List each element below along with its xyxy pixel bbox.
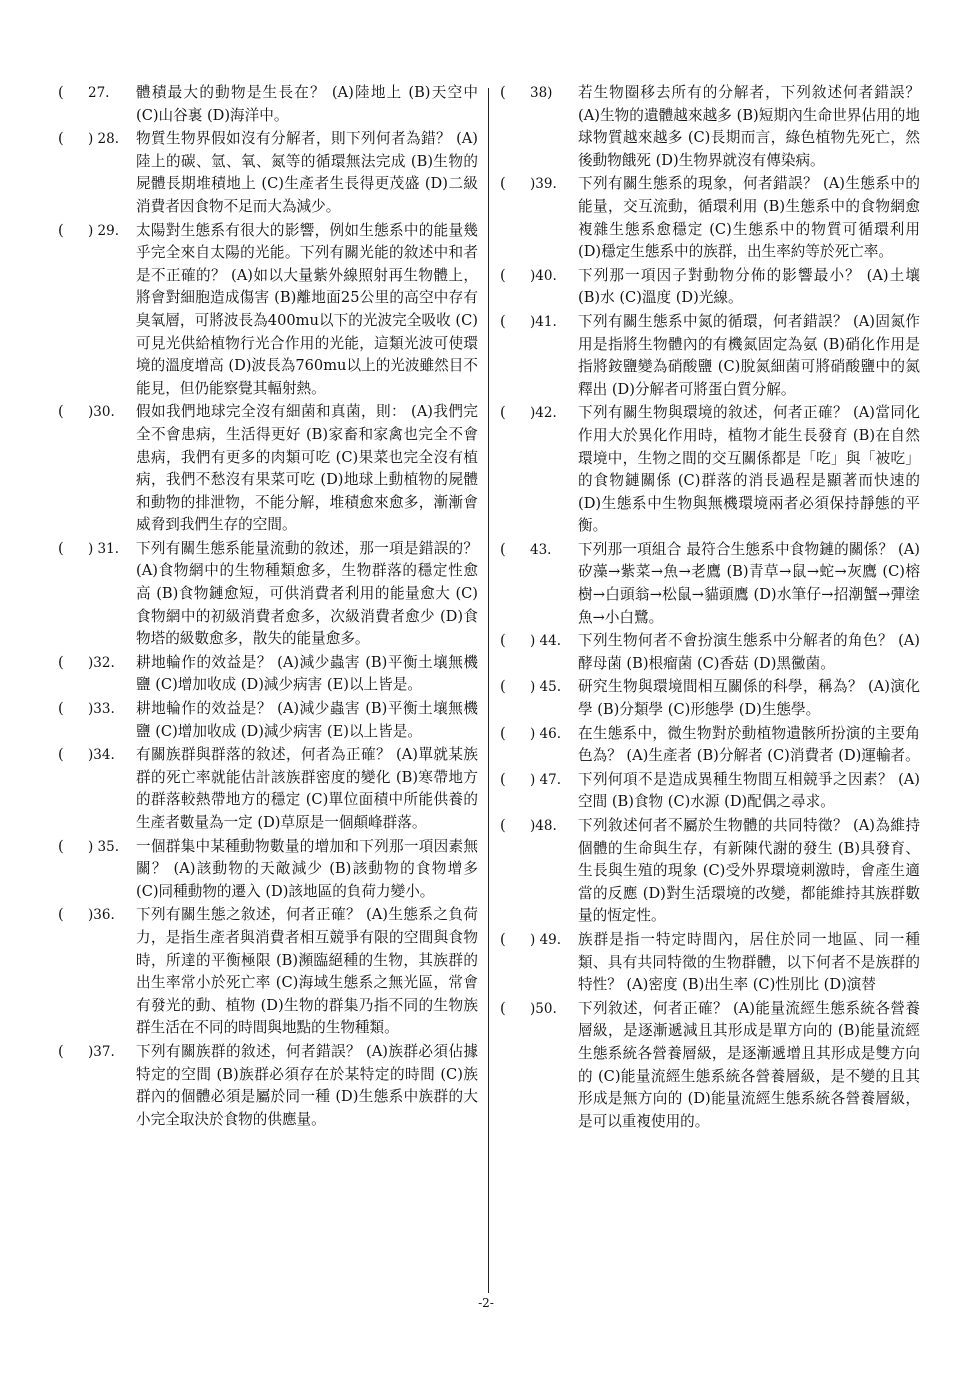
question-text: 一個群集中某種動物數量的增加和下列那一項因素無關？ (A)該動物的天敵減少 (B)該動物的食物增多 (C)同種動物的遷入 (D)該地區的負荷力變小。 (136, 837, 478, 900)
left-column (58, 82, 478, 1132)
answer-blank: ( (58, 403, 64, 421)
question-number: ) 45. (530, 679, 562, 696)
question-item (500, 815, 920, 928)
answer-blank: ( (500, 930, 506, 948)
answer-blank: ( (58, 700, 64, 718)
answer-blank: ( (500, 84, 506, 101)
answer-blank: ( (58, 84, 64, 101)
question-number: )42. (530, 405, 557, 422)
question-text: 有關族群與群落的敘述，何者為正確？ (A)單就某族群的死亡率就能估計該族群密度的變化 (B)寒帶地方的群落較熱帶地方的穩定 (C)單位面積中所能供養的生產者數量為一定 (D)草原是一個顛峰群落。 (136, 746, 478, 831)
answer-blank: ( (500, 999, 506, 1017)
answer-blank: ( (500, 540, 506, 558)
answer-blank: ( (500, 404, 506, 422)
question-text: 體積最大的動物是生長在？ (A)陸地上 (B)天空中 (C)山谷裏 (D)海洋中。 (136, 84, 478, 124)
question-number: )32. (88, 654, 115, 671)
question-item (500, 173, 920, 263)
question-item (500, 539, 920, 629)
question-item (58, 220, 478, 401)
question-number: )48. (530, 818, 557, 834)
question-number: 43. (530, 541, 552, 558)
question-number: )30. (88, 404, 115, 421)
question-item (500, 676, 920, 721)
answer-blank: ( (500, 770, 506, 788)
question-number: ) 35. (88, 838, 120, 855)
question-number: ) 44. (530, 633, 562, 650)
question-number: 38) (530, 85, 553, 101)
question-text: 若生物圈移去所有的分解者，下列敘述何者錯誤？ (A)生物的遺體越來越多 (B)短期內生命世界佔用的地球物質越來越多 (C)長期而言，綠色植物先死亡，然後動物餓死 (D)生物界就沒有傳染病。 (578, 84, 920, 169)
right-column (500, 82, 920, 1134)
question-number: ) 46. (530, 725, 562, 742)
answer-blank: ( (58, 539, 64, 557)
question-item (500, 929, 920, 997)
question-text: 下列敘述，何者正確？ (A)能量流經生態系統各營養層級，是逐漸遞減且其形成是單方向的 (B)能量流經生態系統各營養層級，是逐漸遞增且其形成是雙方向的 (C)能量流經生態系統各營養層級，是不變的且其形成是無方向的 (D)能量流經生態系統各營養層級，是可以重複使用的。 (578, 999, 920, 1130)
question-number: )50. (530, 1000, 557, 1017)
question-text: 下列何項不是造成異種生物間互相競爭之因素？ (A)空間 (B)食物 (C)水源 (D)配偶之尋求。 (578, 770, 920, 811)
question-item (58, 836, 478, 904)
question-text: 下列生物何者不會扮演生態系中分解者的角色？ (A)酵母菌 (B)根瘤菌 (C)香菇 (D)黑黴菌。 (578, 632, 920, 672)
question-item (58, 652, 478, 697)
question-text: 下列有關生態之敘述，何者正確？ (A)生態系之負荷力，是指生產者與消費者相互競爭有限的空間與食物時，所達的平衡極限 (B)瀕臨絕種的生物，其族群的出生率常小於死亡率 (C)海域生態系之無光區，常會有發光的動、植物 (D)生物的群集乃指不同的生物族群生活在不同的時間與地點的生物種類。 (136, 906, 478, 1037)
question-number: )41. (530, 313, 557, 330)
answer-blank: ( (58, 221, 64, 239)
question-number: )40. (530, 267, 557, 284)
answer-blank: ( (500, 312, 506, 330)
question-text: 下列敘述何者不屬於生物體的共同特徵？ (A)為維持個體的生命與生存，有新陳代謝的發生 (B)具發育、生長與生殖的現象 (C)受外界環境刺激時，會產生適當的反應 (D)對生活環境的改變，都能維持其族群數量的恆定性。 (578, 817, 920, 925)
question-number: )34. (88, 747, 115, 764)
question-item (58, 1041, 478, 1131)
question-text: 太陽對生態系有很大的影響，例如生態系中的能量幾乎完全來自太陽的光能。下列有關光能的敘述中和者是不正確的？ (A)如以大量紫外線照射再生物體上，將會對細胞造成傷害 (B)離地面25公里的高空中存有臭氧層，可將波長為400mu以下的光波完全吸收 (C)可見光供給植物行光合作用的光能，這類光波可使環境的溫度增高 (D)波長為760mu以上的光波雖然目不能見，但仍能察覺其輻射熱。 (136, 221, 478, 397)
answer-blank: ( (58, 746, 64, 764)
question-item (58, 698, 478, 743)
question-text: 下列有關族群的敘述，何者錯誤？ (A)族群必須佔據特定的空間 (B)族群必須存在於某特定的時間 (C)族群內的個體必須是屬於同一種 (D)生態系中族群的大小完全取決於食物的供應量。 (136, 1042, 478, 1128)
answer-blank: ( (500, 724, 506, 742)
question-text: 下列那一項組合 最符合生態系中食物鏈的關係？ (A)矽藻→紫菜→魚→老鷹 (B)青草→鼠→蛇→灰鷹 (C)榕樹→白頭翁→松鼠→貓頭鷹 (D)水筆仔→招潮蟹→彈塗魚→小白鷺。 (578, 540, 920, 626)
answer-blank: ( (500, 678, 506, 696)
question-number: ) 31. (88, 540, 120, 557)
answer-blank: ( (500, 175, 506, 193)
question-item (58, 538, 478, 651)
answer-blank: ( (58, 1042, 64, 1060)
question-number: ) 28. (88, 131, 120, 148)
column-divider (488, 88, 489, 1293)
question-item (58, 401, 478, 537)
answer-blank: ( (500, 266, 506, 284)
question-text: 下列那一項因子對動物分佈的影響最小？ (A)土壤 (B)水 (C)溫度 (D)光線。 (578, 266, 920, 307)
question-number: )37. (88, 1043, 115, 1060)
question-text: 研究生物與環境間相互關係的科學，稱為？ (A)演化學 (B)分類學 (C)形態學 (D)生態學。 (578, 678, 920, 719)
question-item (500, 311, 920, 401)
question-item (500, 82, 920, 172)
question-item (500, 998, 920, 1134)
question-item (500, 630, 920, 675)
question-text: 耕地輪作的效益是？ (A)減少蟲害 (B)平衡土壤無機鹽 (C)增加收成 (D)減少病害 (E)以上皆是。 (136, 653, 478, 694)
question-number: )36. (88, 907, 115, 924)
question-item (500, 265, 920, 310)
question-number: )33. (88, 701, 115, 718)
question-number: ) 29. (88, 222, 120, 239)
question-text: 下列有關生態系中氮的循環，何者錯誤？ (A)固氮作用是指將生物體內的有機氮固定為氨 (B)硝化作用是指將銨鹽變為硝酸鹽 (C)脫氮細菌可將硝酸鹽中的氮釋出 (D)分解者可將蛋白質分解。 (578, 312, 920, 398)
question-text: 耕地輪作的效益是？ (A)減少蟲害 (B)平衡土壤無機鹽 (C)增加收成 (D)減少病害 (E)以上皆是。 (136, 700, 478, 740)
question-text: 下列有關生態系的現象，何者錯誤？ (A)生態系中的能量，交互流動，循環利用 (B)生態系中的食物網愈複雜生態系愈穩定 (C)生態系中的物質可循環利用 (D)穩定生態系中的族群，出生率約等於死亡率。 (578, 175, 920, 261)
answer-blank: ( (58, 130, 64, 148)
answer-blank: ( (58, 653, 64, 671)
question-item (58, 82, 478, 127)
question-text: 下列有關生物與環境的敘述，何者正確？ (A)當同化作用大於異化作用時，植物才能生長發育 (B)在自然環境中，生物之間的交互關係都是「吃」與「被吃」的食物鏈關係 (C)群落的消長過程是顯著而快速的 (D)生態系中生物與無機環境兩者必須保持靜態的平衡。 (578, 404, 920, 535)
question-item (500, 402, 920, 538)
page-number: -2- (478, 1296, 494, 1310)
question-item (58, 128, 478, 218)
answer-blank: ( (58, 837, 64, 855)
answer-blank: ( (500, 817, 506, 834)
question-item (58, 744, 478, 834)
question-number: ) 49. (530, 931, 562, 948)
question-number: 27. (88, 85, 110, 101)
answer-blank: ( (500, 632, 506, 650)
question-item (58, 904, 478, 1040)
question-text: 下列有關生態系能量流動的敘述，那一項是錯誤的？ (A)食物網中的生物種類愈多，生物群落的穩定性愈高 (B)食物鏈愈短，可供消費者利用的能量愈大 (C)食物網中的初級消費者愈多，次級消費者愈少 (D)食物塔的級數愈多，散失的能量愈多。 (136, 539, 478, 648)
question-text: 族群是指一特定時間內，居住於同一地區、同一種類、具有共同特徵的生物群體，以下何者不是族群的特性？ (A)密度 (B)出生率 (C)性別比 (D)演替 (578, 930, 920, 994)
question-text: 在生態系中，微生物對於動植物遺骸所扮演的主要角色為？ (A)生產者 (B)分解者 (C)消費者 (D)運輸者。 (578, 724, 920, 765)
question-text: 假如我們地球完全沒有細菌和真菌，則： (A)我們完全不會患病，生活得更好 (B)家畜和家禽也完全不會患病，我們有更多的肉類可吃 (C)果菜也完全沒有植病，我們不愁沒有果菜可吃 (D)地球上動植物的屍體和動物的排泄物，不能分解，堆積愈來愈多，漸漸會威脅到我們生存的空間。 (136, 403, 478, 534)
question-item (500, 769, 920, 814)
question-number: ) 47. (530, 771, 562, 788)
question-item (500, 723, 920, 768)
question-text: 物質生物界假如沒有分解者，則下列何者為錯？ (A)陸上的碳、氫、氧、氮等的循環無法完成 (B)生物的屍體長期堆積地上 (C)生產者生長得更茂盛 (D)二級消費者因食物不足而大為減少。 (136, 130, 478, 215)
answer-blank: ( (58, 906, 64, 924)
question-number: )39. (530, 176, 557, 193)
